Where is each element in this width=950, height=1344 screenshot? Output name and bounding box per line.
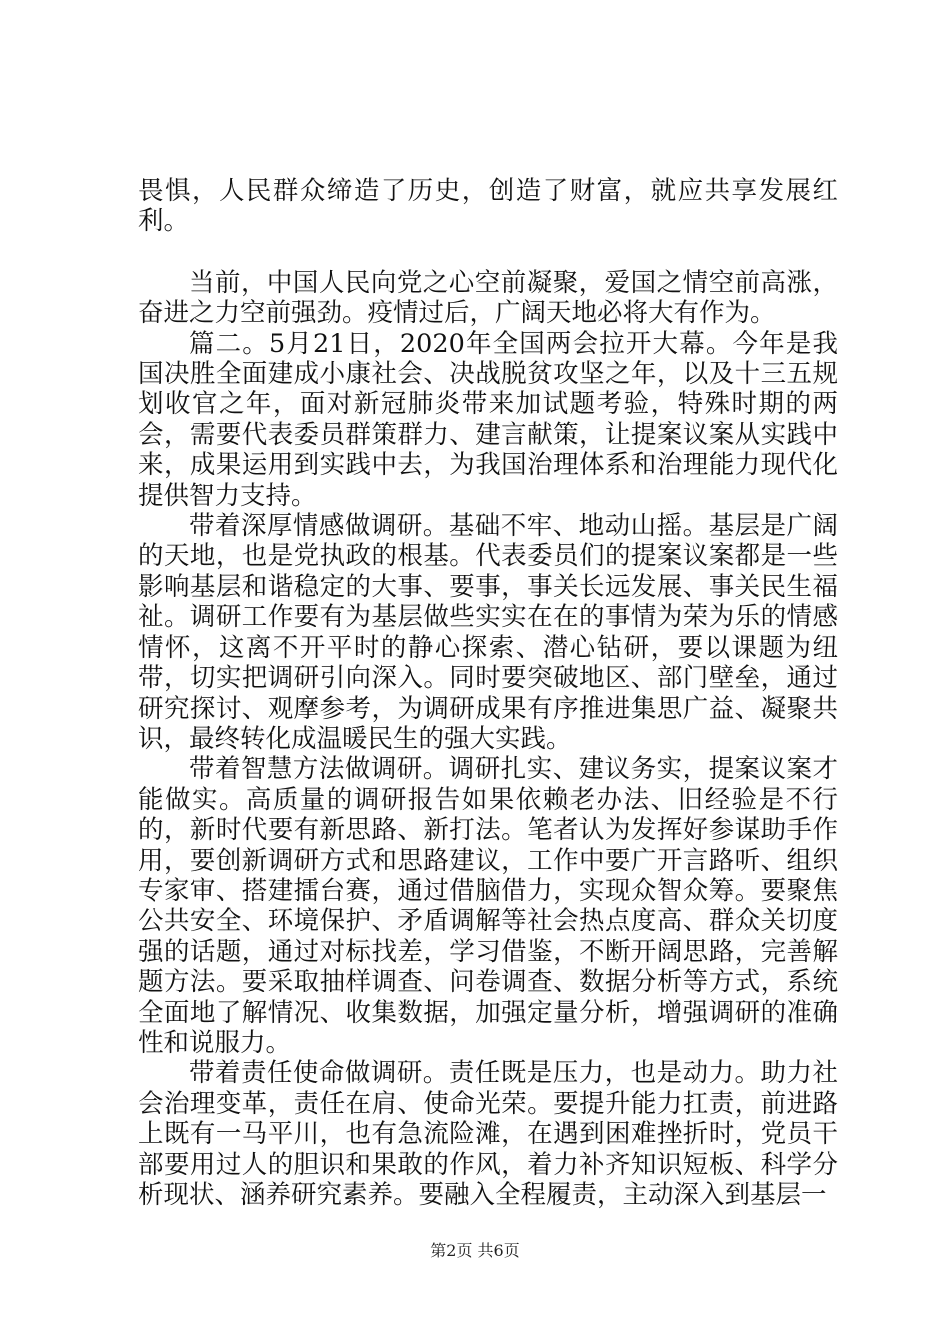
paragraph: 篇二。5月21日，2020年全国两会拉开大幕。今年是我国决胜全面建成小康社会、决战脱贫攻坚之年，以及十三五规划收官之年，面对新冠肺炎带来加试题考验，特殊时期的两会，需要代表委员群策群力、建言献策，让提案议案从实践中来，成果运用到实践中去，为我国治理体系和治理能力现代化提供智力支持。	[138, 328, 838, 511]
document-body	[138, 176, 838, 1210]
paragraph: 当前，中国人民向党之心空前凝聚，爱国之情空前高涨，奋进之力空前强劲。疫情过后，广阔天地必将大有作为。	[138, 267, 838, 329]
paragraph-continuation: 畏惧，人民群众缔造了历史，创造了财富，就应共享发展红利。	[138, 176, 838, 237]
paragraph: 带着责任使命做调研。责任既是压力，也是动力。助力社会治理变革，责任在肩、使命光荣。要提升能力扛责，前进路上既有一马平川，也有急流险滩，在遇到困难挫折时，党员干部要用过人的胆识和果敢的作风，着力补齐知识短板、科学分析现状、涵养研究素养。要融入全程履责，主动深入到基层一	[138, 1058, 838, 1210]
page-number-footer: 第2页 共6页	[430, 1241, 520, 1260]
paragraph-gap	[138, 237, 838, 268]
paragraph: 带着智慧方法做调研。调研扎实、建议务实，提案议案才能做实。高质量的调研报告如果依赖老办法、旧经验是不行的，新时代要有新思路、新打法。笔者认为发挥好参谋助手作用，要创新调研方式和思路建议，工作中要广开言路听、组织专家审、搭建擂台赛，通过借脑借力，实现众智众筹。要聚焦公共安全、环境保护、矛盾调解等社会热点度高、群众关切度强的话题，通过对标找差，学习借鉴，不断开阔思路，完善解题方法。要采取抽样调查、问卷调查、数据分析等方式，系统全面地了解情况、收集数据，加强定量分析，增强调研的准确性和说服力。	[138, 754, 838, 1058]
paragraph: 带着深厚情感做调研。基础不牢、地动山摇。基层是广阔的天地，也是党执政的根基。代表委员们的提案议案都是一些影响基层和谐稳定的大事、要事，事关长远发展、事关民生福祉。调研工作要有为基层做些实实在在的事情为荣为乐的情感情怀，这离不开平时的静心探索、潜心钻研，要以课题为纽带，切实把调研引向深入。同时要突破地区、部门壁垒，通过研究探讨、观摩参考，为调研成果有序推进集思广益、凝聚共识，最终转化成温暖民生的强大实践。	[138, 511, 838, 754]
